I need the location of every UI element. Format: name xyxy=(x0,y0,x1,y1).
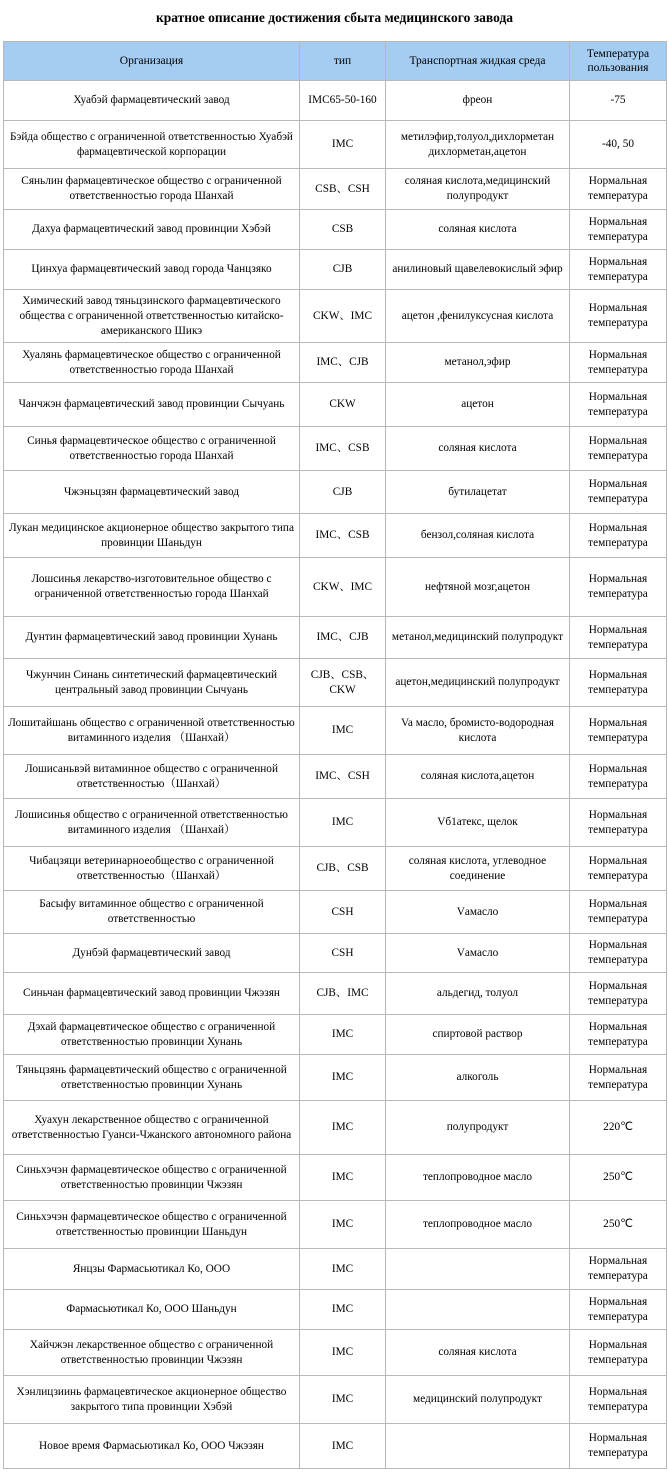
cell-temperature: 250℃ xyxy=(570,1201,667,1249)
cell-medium: соляная кислота,медицинский полупродукт xyxy=(386,169,570,210)
cell-temperature: Нормальная температура xyxy=(570,659,667,707)
cell-type: IMC xyxy=(300,1330,386,1376)
cell-temperature: Нормальная температура xyxy=(570,973,667,1015)
table-row xyxy=(4,290,667,343)
table-row xyxy=(4,1330,667,1376)
sales-table xyxy=(3,41,667,1469)
page-title: кратное описание достижения сбыта медицинского завода xyxy=(155,10,514,25)
cell-organization: Хуабэй фармацевтический завод xyxy=(4,81,300,121)
table-row xyxy=(4,755,667,799)
table-row xyxy=(4,799,667,847)
cell-medium: полупродукт xyxy=(386,1101,570,1155)
cell-medium: метанол,медицинский полупродукт xyxy=(386,617,570,659)
cell-medium: Vб1атекс, щелок xyxy=(386,799,570,847)
cell-type: CJB xyxy=(300,471,386,514)
table-row xyxy=(4,1290,667,1330)
cell-organization: Лошсинья лекарство-изготовительное общество с ограниченной ответственностью города Шанхай xyxy=(4,558,300,617)
cell-type: CJB xyxy=(300,250,386,290)
cell-organization: Цинхуа фармацевтический завод города Чанцзяко xyxy=(4,250,300,290)
cell-type: IMC xyxy=(300,1015,386,1055)
table-header-row xyxy=(4,42,667,81)
cell-type: IMC xyxy=(300,1155,386,1201)
cell-organization: Дахуа фармацевтический завод провинции Хэбэй xyxy=(4,210,300,250)
header-temperature: Температура пользования xyxy=(570,42,667,81)
cell-type: CJB、IMC xyxy=(300,973,386,1015)
cell-type: IMC xyxy=(300,707,386,755)
cell-type: IMC xyxy=(300,1424,386,1469)
cell-medium xyxy=(386,1424,570,1469)
cell-organization: Дунтин фармацевтический завод провинции Хунань xyxy=(4,617,300,659)
cell-temperature: Нормальная температура xyxy=(570,471,667,514)
cell-type: IMC xyxy=(300,1055,386,1101)
table-row xyxy=(4,659,667,707)
cell-medium: соляная кислота,ацетон xyxy=(386,755,570,799)
cell-medium: спиртовой раствор xyxy=(386,1015,570,1055)
cell-organization: Янцзы Фармасьютикал Ко, ООО xyxy=(4,1249,300,1290)
cell-medium: альдегид, толуол xyxy=(386,973,570,1015)
cell-medium: медицинский полупродукт xyxy=(386,1376,570,1424)
cell-organization: Синьчан фармацевтический завод провинции Чжэзян xyxy=(4,973,300,1015)
cell-type: IMC xyxy=(300,1290,386,1330)
header-organization: Организация xyxy=(4,42,300,81)
cell-organization: Чжэньцзян фармацевтический завод xyxy=(4,471,300,514)
table-row xyxy=(4,891,667,934)
table-row xyxy=(4,81,667,121)
cell-temperature: Нормальная температура xyxy=(570,755,667,799)
cell-type: IMC xyxy=(300,1101,386,1155)
cell-type: CKW、IMC xyxy=(300,558,386,617)
cell-type: CKW xyxy=(300,383,386,427)
cell-temperature: Нормальная температура xyxy=(570,847,667,891)
cell-organization: Дэхай фармацевтическое общество с ограниченной ответственностью провинции Хунань xyxy=(4,1015,300,1055)
cell-organization: Бэйда общество с ограниченной ответственностью Хуабэй фармацевтической корпорации xyxy=(4,121,300,169)
cell-temperature: Нормальная температура xyxy=(570,1330,667,1376)
table-row xyxy=(4,707,667,755)
table-row xyxy=(4,1376,667,1424)
cell-medium: ацетон,медицинский полупродукт xyxy=(386,659,570,707)
cell-medium: анилиновый щавелевокислый эфир xyxy=(386,250,570,290)
cell-organization: Чанчжэн фармацевтический завод провинции Сычуань xyxy=(4,383,300,427)
cell-type: CJB、CSB xyxy=(300,847,386,891)
cell-organization: Синьхэчэн фармацевтическое общество с ограниченной ответственностью провинции Чжэзян xyxy=(4,1155,300,1201)
table-row xyxy=(4,1201,667,1249)
cell-type: CKW、IMC xyxy=(300,290,386,343)
cell-organization: Химический завод тяньцзинского фармацевтического общества с ограниченной ответственностью китайско-американского Шикэ xyxy=(4,290,300,343)
table-row xyxy=(4,1424,667,1469)
cell-medium: ацетон xyxy=(386,383,570,427)
cell-organization: Хуалянь фармацевтическое общество с ограниченной ответственностью города Шанхай xyxy=(4,343,300,383)
cell-temperature: Нормальная температура xyxy=(570,1055,667,1101)
table-row xyxy=(4,250,667,290)
cell-organization: Хайчжэн лекарственное общество с ограниченной ответственностью провинции Чжэзян xyxy=(4,1330,300,1376)
table-row xyxy=(4,1155,667,1201)
cell-medium: соляная кислота xyxy=(386,210,570,250)
cell-temperature: Нормальная температура xyxy=(570,169,667,210)
table-row xyxy=(4,169,667,210)
cell-organization: Лошисинья общество с ограниченной ответственностью витаминного изделия （Шанхай） xyxy=(4,799,300,847)
cell-medium: бутилацетат xyxy=(386,471,570,514)
cell-organization: Лукан медицинское акционерное общество закрытого типа провинции Шаньдун xyxy=(4,514,300,558)
table-row xyxy=(4,471,667,514)
cell-organization: Фармасьютикал Ко, ООО Шаньдун xyxy=(4,1290,300,1330)
cell-temperature: -75 xyxy=(570,81,667,121)
cell-temperature: Нормальная температура xyxy=(570,250,667,290)
cell-medium xyxy=(386,1290,570,1330)
cell-temperature: 220℃ xyxy=(570,1101,667,1155)
cell-medium: Vамасло xyxy=(386,891,570,934)
cell-temperature: Нормальная температура xyxy=(570,514,667,558)
table-row xyxy=(4,934,667,973)
cell-medium: соляная кислота xyxy=(386,1330,570,1376)
cell-type: IMC xyxy=(300,799,386,847)
cell-type: IMC、CSH xyxy=(300,755,386,799)
cell-temperature: Нормальная температура xyxy=(570,707,667,755)
cell-medium: метилэфир,толуол,дихлорметан дихлорметан,ацетон xyxy=(386,121,570,169)
cell-medium: Vамасло xyxy=(386,934,570,973)
header-medium: Транспортная жидкая среда xyxy=(386,42,570,81)
cell-temperature: Нормальная температура xyxy=(570,343,667,383)
cell-temperature: Нормальная температура xyxy=(570,891,667,934)
header-type: тип xyxy=(300,42,386,81)
cell-temperature: Нормальная температура xyxy=(570,934,667,973)
cell-type: IMC、CSB xyxy=(300,427,386,471)
cell-medium: метанол,эфир xyxy=(386,343,570,383)
cell-medium xyxy=(386,1249,570,1290)
table-row xyxy=(4,847,667,891)
cell-organization: Басыфу витаминное общество с ограниченной ответственностью xyxy=(4,891,300,934)
cell-type: IMC、CSB xyxy=(300,514,386,558)
cell-medium: бензол,соляная кислота xyxy=(386,514,570,558)
cell-type: IMC65-50-160 xyxy=(300,81,386,121)
cell-organization: Чибацзяци ветеринарноеобщество с ограниченной ответственностью（Шанхай） xyxy=(4,847,300,891)
cell-medium: теплопроводное масло xyxy=(386,1201,570,1249)
table-row xyxy=(4,383,667,427)
cell-temperature: Нормальная температура xyxy=(570,1290,667,1330)
table-row xyxy=(4,1249,667,1290)
cell-temperature: Нормальная температура xyxy=(570,1424,667,1469)
cell-medium: нефтяной мозг,ацетон xyxy=(386,558,570,617)
cell-organization: Синья фармацевтическое общество с ограниченной ответственностью города Шанхай xyxy=(4,427,300,471)
table-row xyxy=(4,1055,667,1101)
cell-type: CJB、CSB、CKW xyxy=(300,659,386,707)
cell-temperature: Нормальная температура xyxy=(570,558,667,617)
cell-type: CSH xyxy=(300,891,386,934)
table-row xyxy=(4,427,667,471)
cell-organization: Тяньцзянь фармацевтический общество с ограниченной ответственностью провинции Хунань xyxy=(4,1055,300,1101)
cell-type: IMC、CJB xyxy=(300,617,386,659)
cell-organization: Лошитайшань общество с ограниченной ответственностью витаминного изделия （Шанхай） xyxy=(4,707,300,755)
cell-type: IMC xyxy=(300,1201,386,1249)
cell-temperature: Нормальная температура xyxy=(570,427,667,471)
cell-temperature: Нормальная температура xyxy=(570,1249,667,1290)
cell-organization: Сяньлин фармацевтическое общество с ограниченной ответственностью города Шанхай xyxy=(4,169,300,210)
cell-temperature: Нормальная температура xyxy=(570,617,667,659)
cell-organization: Чжунчин Синань синтетический фармацевтический центральный завод провинции Сычуань xyxy=(4,659,300,707)
cell-medium: соляная кислота xyxy=(386,427,570,471)
cell-organization: Хэнлицзиинь фармацевтическое акционерное общество закрытого типа провинции Хэбэй xyxy=(4,1376,300,1424)
cell-temperature: 250℃ xyxy=(570,1155,667,1201)
cell-medium: соляная кислота, углеводное соединение xyxy=(386,847,570,891)
table-row xyxy=(4,1101,667,1155)
cell-temperature: Нормальная температура xyxy=(570,290,667,343)
table-row xyxy=(4,1015,667,1055)
cell-organization: Лошисаньвэй витаминное общество с ограниченной ответственностью（Шанхай） xyxy=(4,755,300,799)
table-row xyxy=(4,617,667,659)
cell-medium: фреон xyxy=(386,81,570,121)
cell-organization: Хуахун лекарственное общество с ограниченной ответственностью Гуанси-Чжанского автономного района xyxy=(4,1101,300,1155)
cell-type: IMC、CJB xyxy=(300,343,386,383)
cell-organization: Новое время Фармасьютикал Ко, ООО Чжэзян xyxy=(4,1424,300,1469)
cell-temperature: Нормальная температура xyxy=(570,210,667,250)
table-row xyxy=(4,343,667,383)
cell-type: CSB、CSH xyxy=(300,169,386,210)
cell-medium: ацетон ,фенилуксусная кислота xyxy=(386,290,570,343)
cell-type: CSB xyxy=(300,210,386,250)
cell-type: CSH xyxy=(300,934,386,973)
table-row xyxy=(4,210,667,250)
cell-medium: алкоголь xyxy=(386,1055,570,1101)
cell-type: IMC xyxy=(300,1249,386,1290)
table-row xyxy=(4,558,667,617)
cell-medium: Va масло, бромисто-водородная кислота xyxy=(386,707,570,755)
cell-temperature: Нормальная температура xyxy=(570,1015,667,1055)
table-row xyxy=(4,514,667,558)
cell-type: IMC xyxy=(300,121,386,169)
cell-organization: Дунбэй фармацевтический завод xyxy=(4,934,300,973)
table-row xyxy=(4,121,667,169)
cell-temperature: Нормальная температура xyxy=(570,799,667,847)
cell-temperature: Нормальная температура xyxy=(570,383,667,427)
table-row xyxy=(4,973,667,1015)
cell-organization: Синьхэчэн фармацевтическое общество с ограниченной ответственностью провинции Шаньдун xyxy=(4,1201,300,1249)
cell-type: IMC xyxy=(300,1376,386,1424)
cell-temperature: -40, 50 xyxy=(570,121,667,169)
cell-temperature: Нормальная температура xyxy=(570,1376,667,1424)
cell-medium: теплопроводное масло xyxy=(386,1155,570,1201)
